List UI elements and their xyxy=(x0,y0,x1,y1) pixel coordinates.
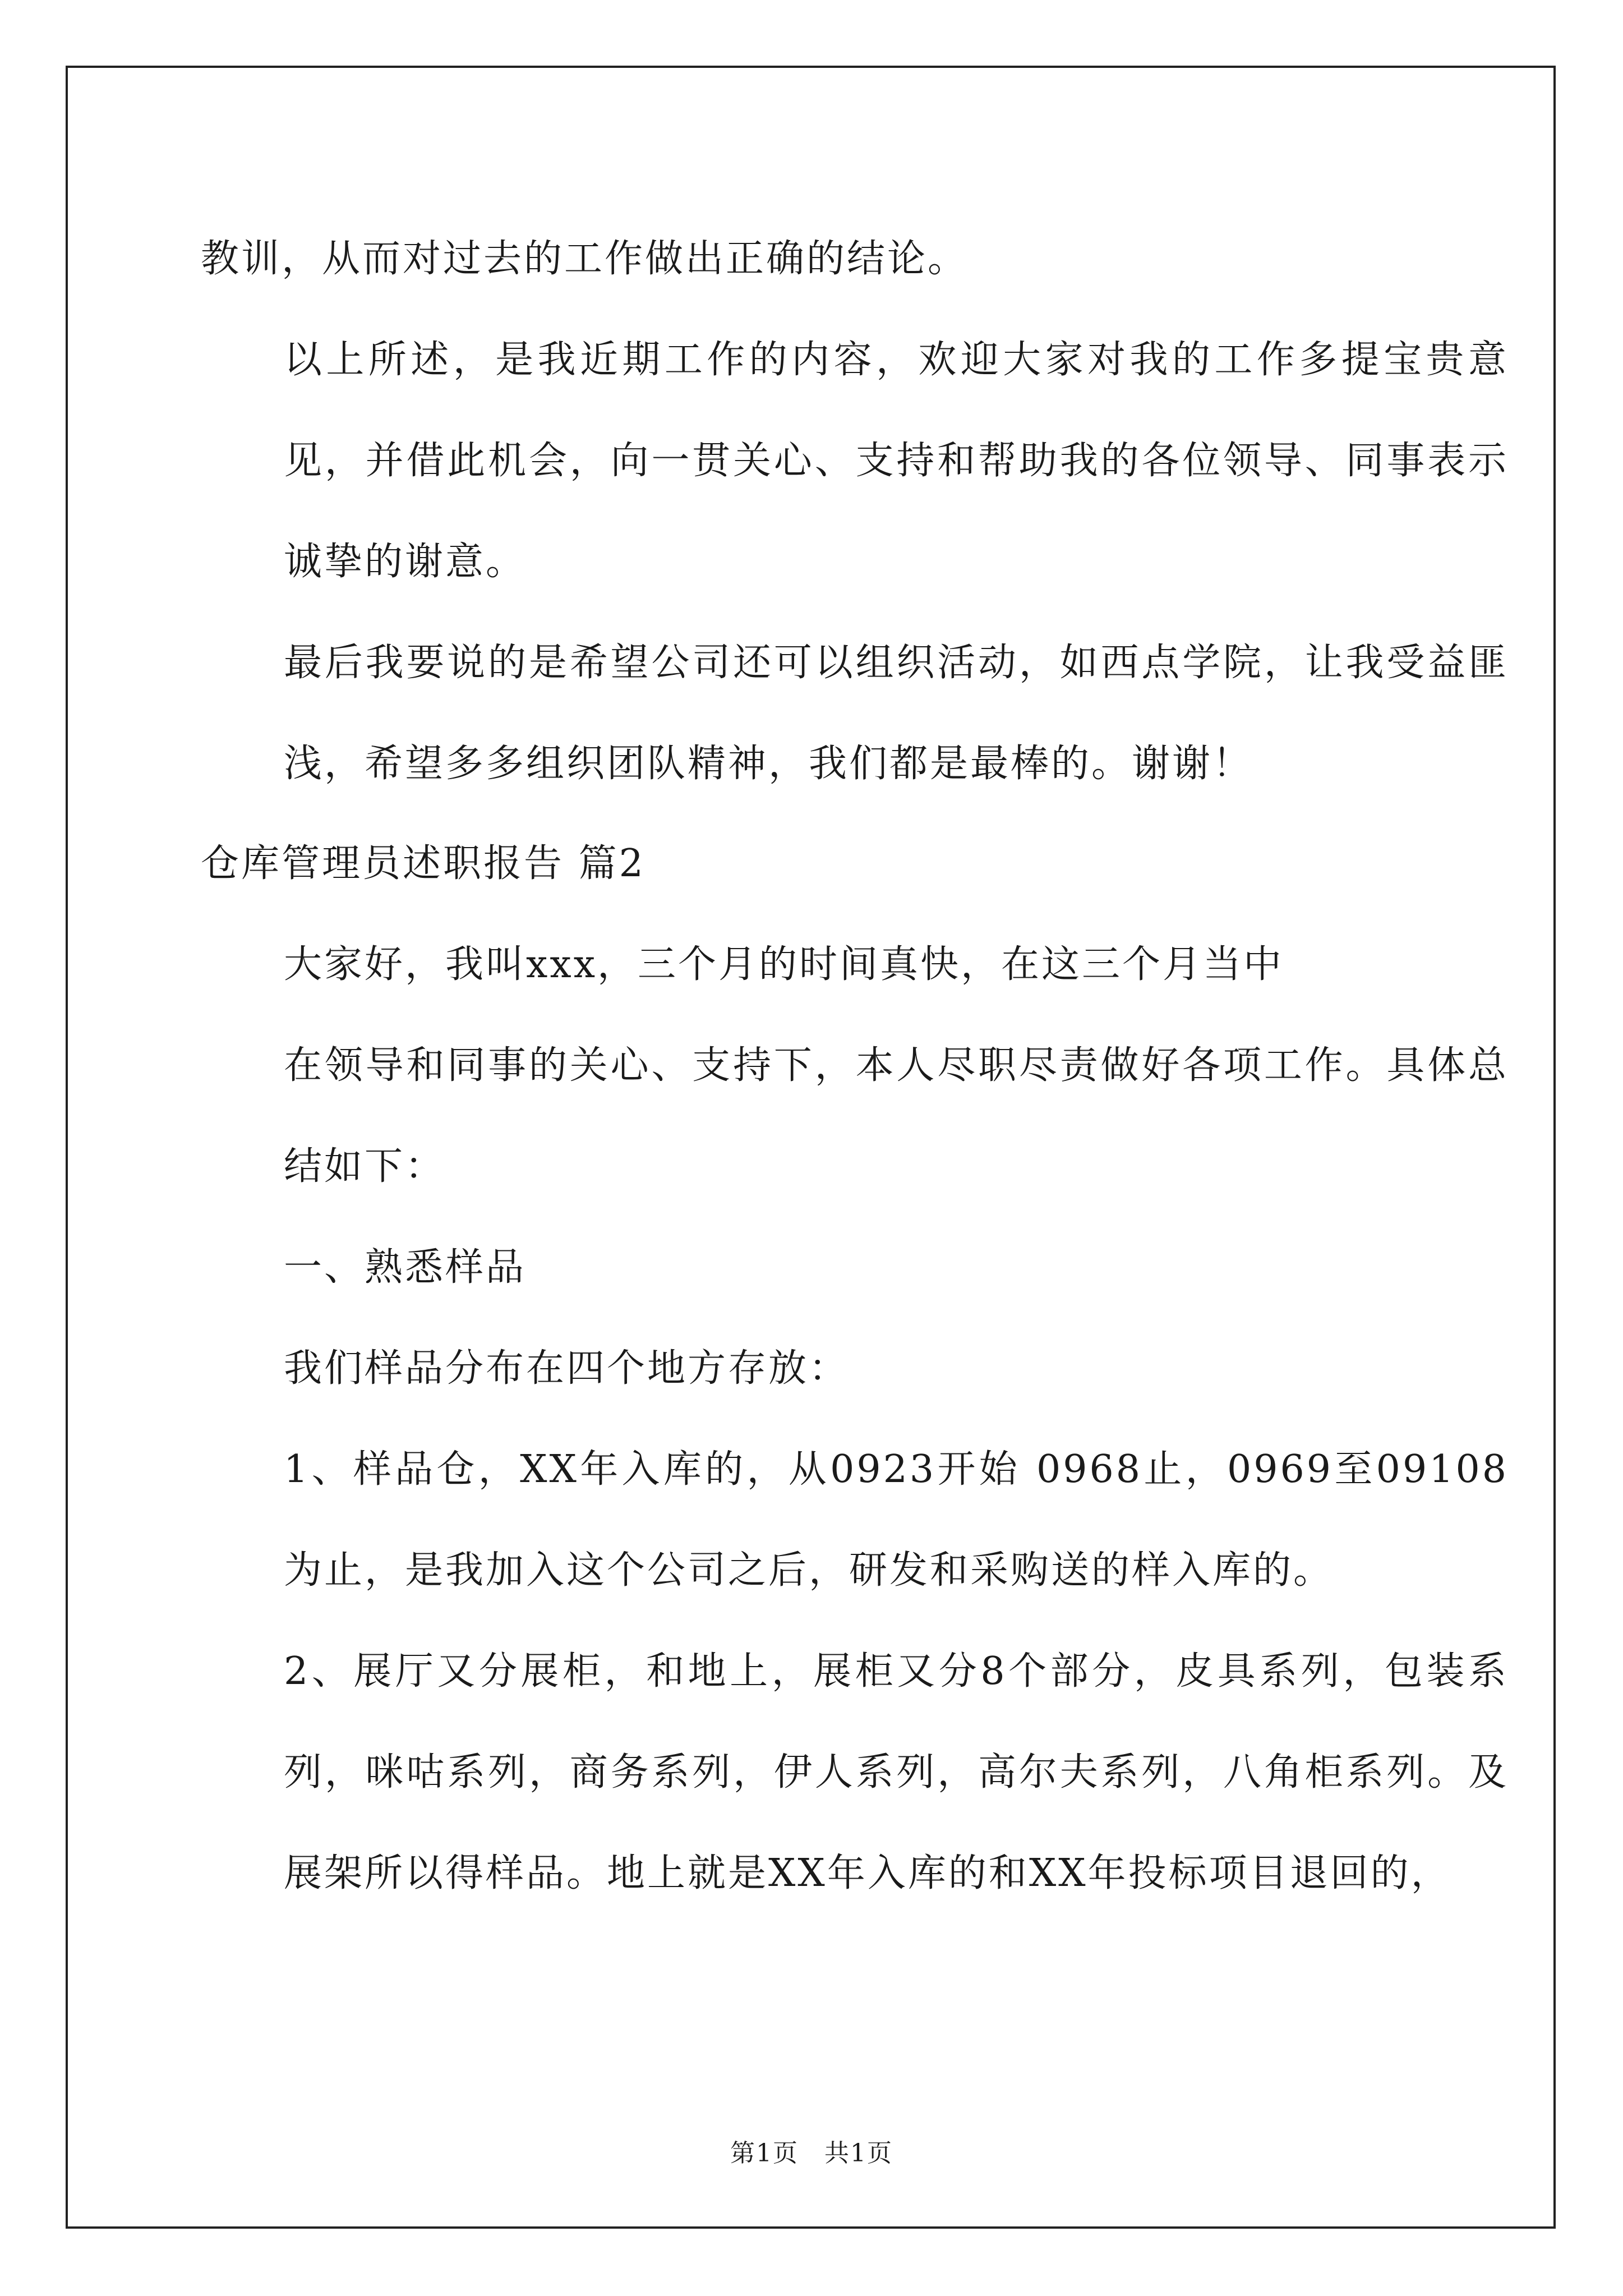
paragraph-1: 教训，从而对过去的工作做出正确的结论。 xyxy=(201,237,969,281)
paragraph-2: 以上所述，是我近期工作的内容，欢迎大家对我的工作多提宝贵意见，并借此机会，向一贯关心、支持和帮助我的各位领导、同事表示诚挚的谢意。 xyxy=(284,338,1509,584)
list-item-2: 2、展厅又分展柜，和地上，展柜又分8个部分，皮具系列，包装系列，咪咕系列，商务系列，伊人系列，高尔夫系列，八角柜系列。及展架所以得样品。地上就是XX年入库的和XX年投标项目退回的， xyxy=(284,1649,1509,1895)
section-heading: 仓库管理员述职报告 篇2 xyxy=(201,841,645,886)
page-footer: 第1页 共1页 xyxy=(730,2139,893,2168)
paragraph-3: 最后我要说的是希望公司还可以组织活动，如西点学院，让我受益匪浅，希望多多组织团队精神，我们都是最棒的。谢谢！ xyxy=(284,641,1509,786)
list-item-1: 1、样品仓，XX年入库的，从0923开始 0968止，0969至09108为止，是我加入这个公司之后，研发和采购送的样入库的。 xyxy=(284,1447,1509,1593)
paragraph-6: 我们样品分布在四个地方存放： xyxy=(284,1346,850,1391)
paragraph-4: 大家好，我叫xxx，三个月的时间真快，在这三个月当中 xyxy=(284,942,1284,987)
paragraph-5: 在领导和同事的关心、支持下，本人尽职尽责做好各项工作。具体总结如下： xyxy=(284,1043,1509,1189)
list-heading-1: 一、熟悉样品 xyxy=(284,1245,527,1290)
